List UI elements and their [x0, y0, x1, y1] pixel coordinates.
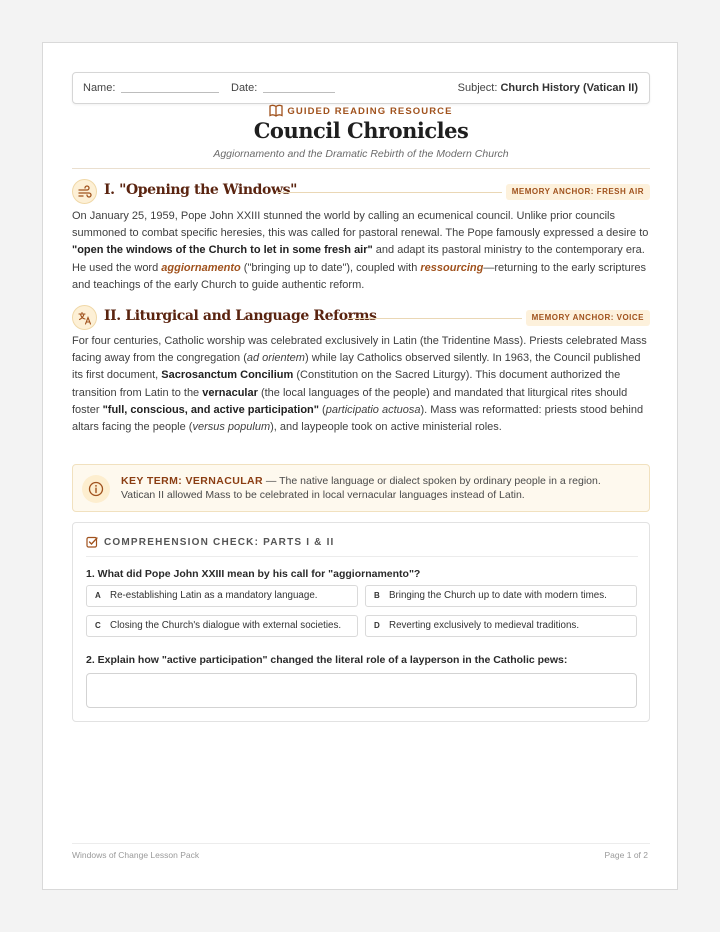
question-2: 2. Explain how "active participation" changed the literal role of a layperson in the Catholic pews: — [86, 654, 568, 666]
key-term-text — [121, 474, 636, 502]
option-letter: B — [374, 591, 380, 600]
text-run: (Constitution on the Sacred Liturgy). This document authorized the transition from Latin to the — [72, 369, 621, 399]
wind-icon — [72, 179, 97, 204]
key-term-definition: — The native language or dialect spoken by ordinary people in a region. Vatican II allowed Mass to be celebrated in local vernacular languages instead of Latin. — [121, 475, 601, 501]
term-versus-populum: versus populum — [192, 421, 271, 434]
worksheet-page — [42, 42, 678, 890]
bold-quote: "full, conscious, and active participation" — [102, 403, 319, 416]
comprehension-heading-text: COMPREHENSION CHECK: PARTS I & II — [104, 537, 335, 548]
answer-option-a[interactable] — [86, 585, 358, 607]
footer-divider — [72, 843, 650, 844]
comprehension-heading — [86, 536, 335, 548]
section-2-paragraph — [72, 333, 650, 436]
term-ressourcing: ressourcing — [420, 261, 484, 274]
section-1-paragraph — [72, 208, 650, 294]
memory-anchor-badge: MEMORY ANCHOR: FRESH AIR — [506, 184, 650, 200]
text-run: ) while lay Catholics observed silently. In 1963, the Council published its first document, — [72, 352, 641, 382]
comprehension-divider — [86, 556, 638, 557]
key-term-label: KEY TERM: VERNACULAR — [121, 475, 263, 487]
text-run: For four centuries, Catholic worship was celebrated exclusively in Latin (the Tridentine Mass). Priests celebrated Mass facing away from the congregation ( — [72, 335, 647, 365]
question-1: 1. What did Pope John XXIII mean by his call for "aggiornamento"? — [86, 568, 421, 580]
document-name: Sacrosanctum Concilium — [161, 369, 294, 382]
option-text: Bringing the Church up to date with modern times. — [389, 590, 607, 601]
date-line[interactable] — [263, 92, 335, 93]
option-letter: A — [95, 591, 101, 600]
section-2-title: II. Liturgical and Language Reforms — [104, 308, 377, 324]
student-info-bar — [72, 72, 650, 104]
answer-textbox[interactable] — [86, 673, 637, 708]
text-run: —returning to the early scriptures and teachings of the early Church to guide authentic reform. — [72, 261, 646, 291]
text-run: ("bringing up to date"), coupled with — [240, 261, 421, 274]
text-run: and adapt its pastoral ministry to the contemporary era. He used the word — [72, 244, 645, 274]
subject-label: Subject: — [457, 82, 498, 94]
page-subtitle: Aggiornamento and the Dramatic Rebirth of the Modern Church — [213, 148, 509, 160]
footer-left: Windows of Change Lesson Pack — [72, 850, 200, 860]
option-text: Reverting exclusively to medieval traditions. — [389, 620, 580, 631]
subject-value: Church History (Vatican II) — [500, 82, 638, 94]
option-text: Re-establishing Latin as a mandatory language. — [110, 590, 318, 601]
kicker-text: GUIDED READING RESOURCE — [287, 106, 453, 117]
book-icon — [269, 104, 283, 117]
key-term-callout — [72, 464, 650, 512]
answer-option-b[interactable] — [365, 585, 637, 607]
info-icon — [82, 475, 110, 503]
text-run: ), and laypeople took on active ministerial roles. — [270, 421, 502, 434]
section-1-rule — [277, 192, 502, 193]
term-participatio: participatio actuosa — [325, 403, 421, 416]
section-1-heading — [72, 179, 650, 205]
answer-option-c[interactable] — [86, 615, 358, 637]
text-run: ( — [319, 403, 326, 416]
term-ad-orientem: ad orientem — [246, 352, 305, 365]
translate-icon — [72, 305, 97, 330]
name-field[interactable] — [83, 82, 219, 94]
checkbox-icon — [86, 536, 98, 548]
term-aggiornamento: aggiornamento — [161, 261, 241, 274]
text-run: ). Mass was reformatted: priests stood behind altars facing the people ( — [72, 403, 644, 434]
resource-kicker — [43, 104, 679, 117]
section-1-title: I. "Opening the Windows" — [104, 182, 297, 198]
term-vernacular: vernacular — [202, 386, 258, 399]
page-title: Council Chronicles — [253, 118, 469, 143]
page-number: Page 1 of 2 — [604, 850, 648, 860]
option-letter: C — [95, 621, 101, 630]
bold-quote: "open the windows of the Church to let in some fresh air" — [72, 244, 373, 257]
title-divider — [72, 168, 650, 169]
memory-anchor-badge: MEMORY ANCHOR: VOICE — [526, 310, 650, 326]
name-line[interactable] — [121, 92, 219, 93]
date-label: Date: — [231, 82, 258, 94]
section-2-heading — [72, 305, 650, 331]
date-field[interactable] — [231, 82, 335, 94]
option-text: Closing the Church's dialogue with external societies. — [110, 620, 342, 631]
comprehension-check-panel — [72, 522, 650, 722]
name-label: Name: — [83, 82, 116, 94]
text-run: On January 25, 1959, Pope John XXIII stunned the world by calling an ecumenical council. Unlike prior councils summoned to combat specific heresies, this was called for pastoral renewal. The Pope famously expressed a desire to — [72, 210, 649, 240]
section-2-rule — [347, 318, 522, 319]
subject-field — [458, 82, 638, 94]
answer-option-d[interactable] — [365, 615, 637, 637]
text-run: (the local languages of the people) and mandated that liturgical rites should foster — [72, 386, 628, 416]
option-letter: D — [374, 621, 380, 630]
